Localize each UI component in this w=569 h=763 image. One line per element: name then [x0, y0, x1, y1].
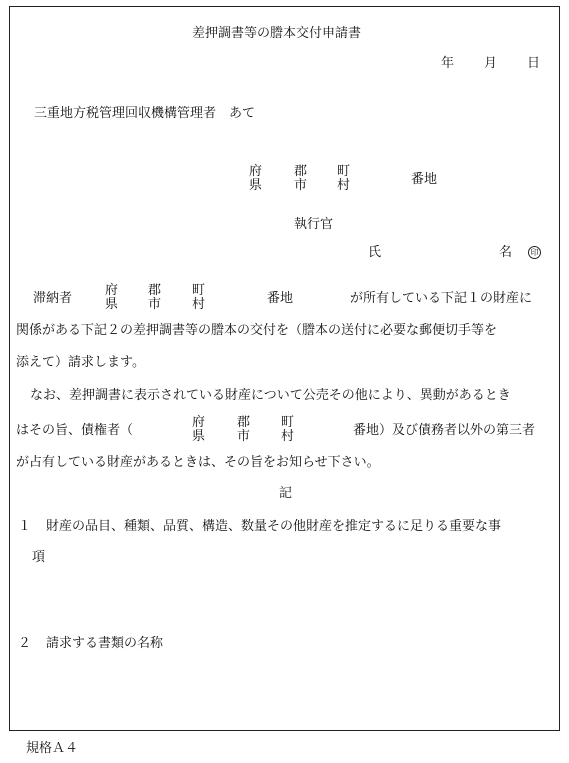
delinquent-label: 滞納者	[33, 291, 73, 306]
body-line3: 添えて）請求します。	[16, 355, 145, 370]
name-shi: 氏	[368, 245, 382, 260]
town-top: 町	[337, 164, 351, 179]
delinquent-county	[148, 284, 161, 312]
body-line5-head: はその旨、債権者（	[16, 423, 134, 438]
name-na: 名	[499, 245, 513, 260]
ki-heading: 記	[279, 486, 293, 501]
town-top: 町	[192, 283, 206, 298]
item1-number: １	[18, 519, 32, 534]
pref-top: 府	[192, 415, 206, 430]
pref-top: 府	[249, 164, 263, 179]
town-bottom: 村	[337, 178, 351, 193]
creditor-town	[281, 416, 294, 444]
town-bottom: 村	[192, 297, 206, 312]
item1-text: 財産の品目、種類、品質、構造、数量その他財産を推定するに足りる重要な事	[46, 519, 502, 534]
county-bottom: 市	[294, 178, 308, 193]
county-top: 郡	[148, 283, 162, 298]
item2-text: 請求する書類の名称	[46, 636, 164, 651]
paper-size-note: 規格Ａ４	[26, 741, 79, 756]
date-month: 月	[484, 56, 498, 71]
delinquent-town	[192, 284, 205, 312]
pref-bottom: 県	[192, 429, 206, 444]
applicant-county	[294, 165, 307, 193]
body-line1-tail: が所有している下記１の財産に	[350, 291, 533, 306]
county-top: 郡	[294, 164, 308, 179]
body-line5-tail: 番地）及び債務者以外の第三者	[353, 423, 536, 438]
pref-bottom: 県	[105, 297, 119, 312]
county-bottom: 市	[148, 297, 162, 312]
pref-bottom: 県	[249, 178, 263, 193]
county-top: 郡	[237, 415, 251, 430]
town-top: 町	[281, 415, 295, 430]
official-title: 執行官	[294, 217, 334, 232]
body-line4: なお、差押調書に表示されている財産について公売その他により、異動があるとき	[30, 388, 511, 403]
delinquent-banchi: 番地	[267, 291, 294, 306]
applicant-prefecture	[249, 165, 262, 193]
creditor-county	[237, 416, 250, 444]
body-line2: 関係がある下記２の差押調書等の謄本の交付を（謄本の送付に必要な郵便切手等を	[16, 323, 498, 338]
date-day: 日	[527, 56, 541, 71]
applicant-banchi: 番地	[411, 172, 438, 187]
town-bottom: 村	[281, 429, 295, 444]
form-title: 差押調書等の謄本交付申請書	[192, 26, 362, 41]
seal-mark: 印	[528, 246, 541, 259]
pref-top: 府	[105, 283, 119, 298]
delinquent-prefecture	[105, 284, 118, 312]
item2-number: ２	[18, 636, 32, 651]
county-bottom: 市	[237, 429, 251, 444]
date-year: 年	[441, 56, 455, 71]
creditor-prefecture	[192, 416, 205, 444]
applicant-town	[337, 165, 350, 193]
addressee: 三重地方税管理回収機構管理者 あて	[34, 106, 256, 121]
body-line6: が占有している財産があるときは、その旨をお知らせ下さい。	[16, 455, 380, 470]
item1-text-cont: 項	[32, 550, 46, 565]
